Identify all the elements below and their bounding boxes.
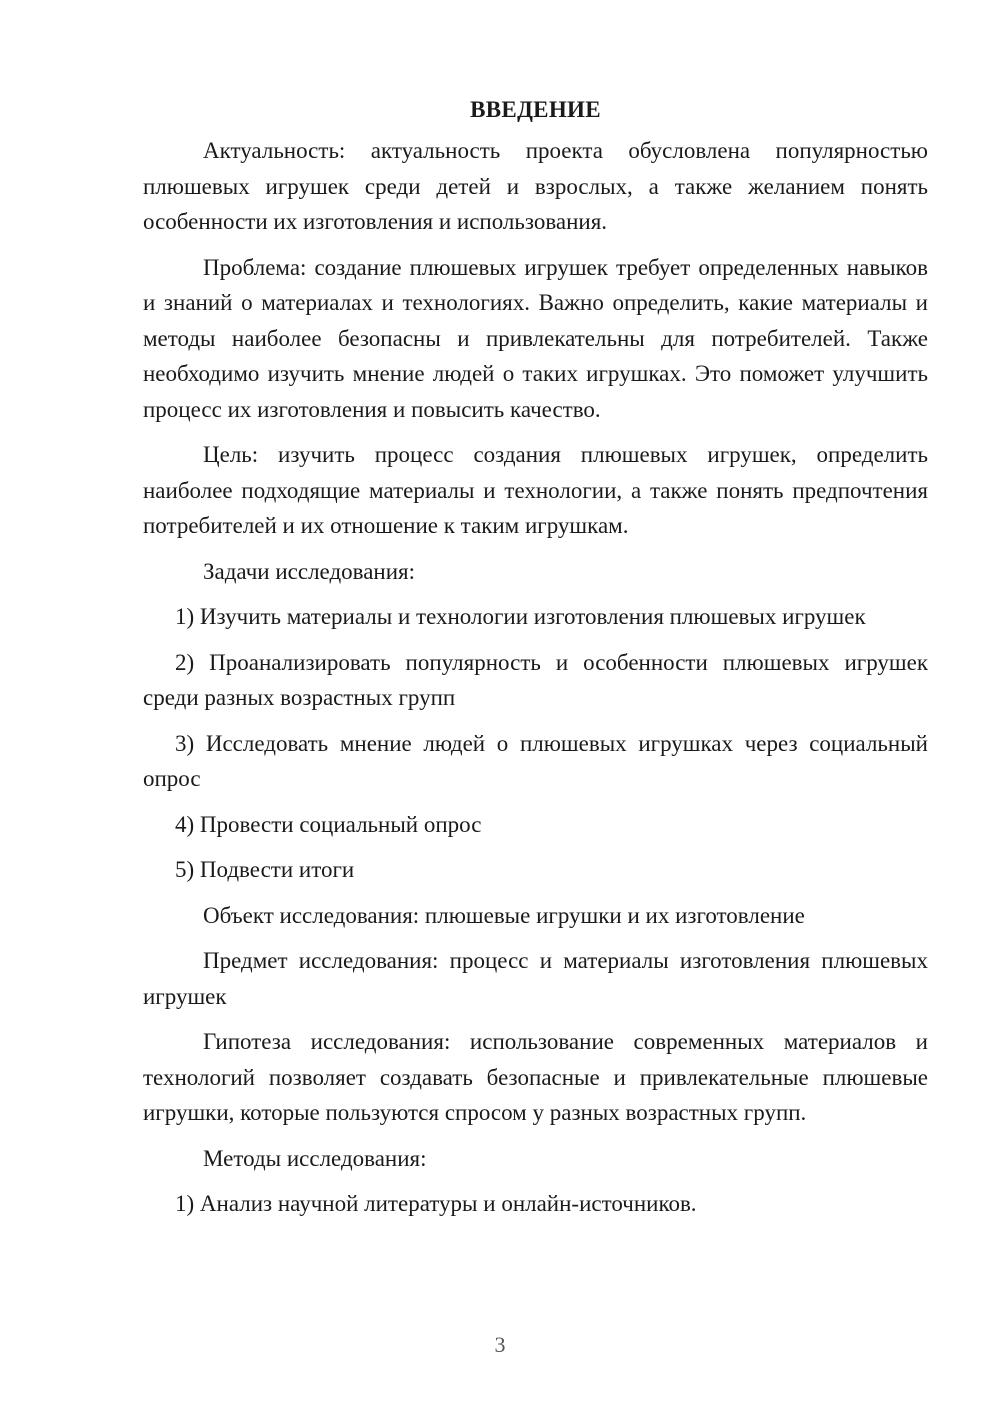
- tasks-heading: Задачи исследования:: [203, 558, 416, 584]
- page-title: ВВЕДЕНИЕ: [470, 97, 601, 122]
- method-item: 1) Анализ научной литературы и онлайн-источников.: [175, 1191, 697, 1216]
- object-paragraph: Объект исследования: плюшевые игрушки и их изготовление: [203, 902, 805, 928]
- task-item: 5) Подвести итоги: [175, 857, 355, 882]
- task-item: 2) Проанализировать популярность и особенности плюшевых игрушек среди разных возрастных групп: [143, 649, 928, 710]
- methods-heading: Методы исследования:: [203, 1145, 427, 1171]
- task-item: 3) Исследовать мнение людей о плюшевых игрушках через социальный опрос: [143, 730, 928, 791]
- task-item: 4) Провести социальный опрос: [175, 811, 482, 837]
- task-item: 1) Изучить материалы и технологии изготовления плюшевых игрушек: [175, 604, 866, 629]
- page-number: 3: [494, 1332, 506, 1357]
- subject-paragraph: Предмет исследования: процесс и материалы изготовления плюшевых игрушек: [143, 948, 928, 1009]
- relevance-paragraph: Актуальность: актуальность проекта обусловлена популярностью плюшевых игрушек среди детей и взрослых, а также желанием понять особенности их изготовления и использования.: [143, 138, 928, 234]
- goal-paragraph: Цель: изучить процесс создания плюшевых игрушек, определить наиболее подходящие материалы и технологии, а также понять предпочтения потребителей и их отношение к таким игрушкам.: [143, 442, 928, 538]
- document-body: [143, 92, 928, 1232]
- problem-paragraph: Проблема: создание плюшевых игрушек требует определенных навыков и знаний о материалах и технологиях. Важно определить, какие материалы и методы наиболее безопасны и привлекательны для потребителей. Также необходимо изучить мнение людей о таких игрушках. Это поможет улучшить процесс их изготовления и повысить качество.: [143, 254, 928, 422]
- hypothesis-paragraph: Гипотеза исследования: использование современных материалов и технологий позволяет создавать безопасные и привлекательные плюшевые игрушки, которые пользуются спросом у разных возрастных групп.: [143, 1029, 928, 1125]
